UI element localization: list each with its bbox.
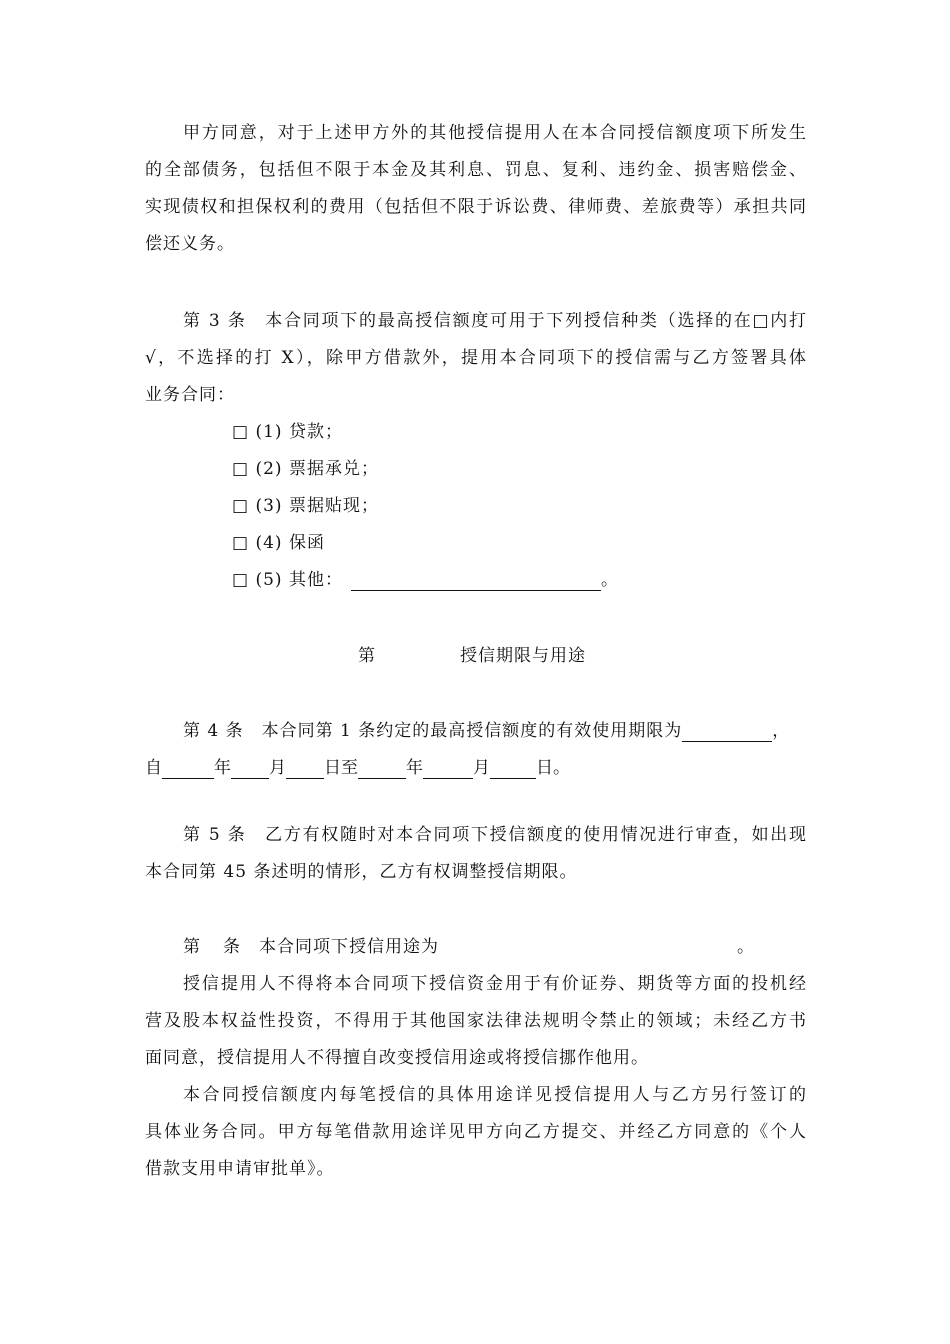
article4-line2 [145,757,570,779]
article6-heading [183,936,439,958]
start-month-field[interactable] [231,760,269,779]
option-bill-discount[interactable]: □ (3) 票据贴现； [232,496,379,516]
day-to-label: 日至 [324,758,358,778]
end-day-field[interactable] [490,760,536,779]
year-label-2: 年 [406,758,423,778]
year-label: 年 [214,758,231,778]
from-label: 自 [145,758,162,778]
article6-end: 。 [737,937,755,957]
article6-p1-line3: 面同意，授信提用人不得擅自改变授信用途或将授信挪作他用。 [145,1048,649,1068]
option-guarantee[interactable]: □ (4) 保函 [232,533,325,553]
article6-p1-line2: 营及股本权益性投资，不得用于其他国家法律法规明令禁止的领域；未经乙方书 [145,1011,807,1031]
para1-line3: 实现债权和担保权利的费用（包括但不限于诉讼费、律师费、差旅费等）承担共同 [145,197,807,217]
article6-p2-line3: 借款支用申请审批单》。 [145,1159,335,1179]
chapter-title: 授信期限与用途 [460,646,586,666]
validity-period-field[interactable] [682,723,772,742]
option-other-end: 。 [600,570,619,590]
start-day-field[interactable] [286,760,324,779]
option-bill-acceptance[interactable]: □ (2) 票据承兑； [232,459,379,479]
article3-line2: √，不选择的打 X），除甲方借款外，提用本合同项下的授信需与乙方签署具体 [145,348,807,368]
option-other [232,569,619,591]
para1-line2: 的全部债务，包括但不限于本金及其利息、罚息、复利、违约金、损害赔偿金、 [145,160,807,180]
article6-p2-line1: 本合同授信额度内每笔授信的具体用途详见授信提用人与乙方另行签订的 [183,1085,807,1105]
para1-line4: 偿还义务。 [145,234,235,254]
option-loan[interactable]: □ (1) 贷款； [232,422,343,442]
para1-line1: 甲方同意，对于上述甲方外的其他授信提用人在本合同授信额度项下所发生 [183,123,807,143]
end-year-field[interactable] [358,760,406,779]
day-end-label: 日。 [536,758,570,778]
month-label: 月 [269,758,286,778]
article3-line3: 业务合同： [145,385,235,405]
option-other-label[interactable]: □ (5) 其他： [232,570,343,590]
chapter-prefix: 第 [358,646,376,666]
article6-p1-line1: 授信提用人不得将本合同项下授信资金用于有价证券、期货等方面的投机经 [183,974,807,994]
month-label-2: 月 [473,758,490,778]
article4-line1 [183,720,790,742]
start-year-field[interactable] [162,760,214,779]
article3-line1: 第 3 条 本合同项下的最高授信额度可用于下列授信种类（选择的在□内打 [183,311,807,331]
article6-prefix: 第 [183,937,201,957]
article6-suffix: 条 本合同项下授信用途为 [223,937,439,957]
end-month-field[interactable] [423,760,473,779]
article4-line1-end: ， [772,721,791,741]
other-blank-field[interactable] [351,572,601,591]
article5-line1: 第 5 条 乙方有权随时对本合同项下授信额度的使用情况进行审查，如出现 [183,825,807,845]
article6-p2-line2: 具体业务合同。甲方每笔借款用途详见甲方向乙方提交、并经乙方同意的《个人 [145,1122,807,1142]
article4-text: 第 4 条 本合同第 1 条约定的最高授信额度的有效使用期限为 [183,721,683,741]
article5-line2: 本合同第 45 条述明的情形，乙方有权调整授信期限。 [145,862,578,882]
